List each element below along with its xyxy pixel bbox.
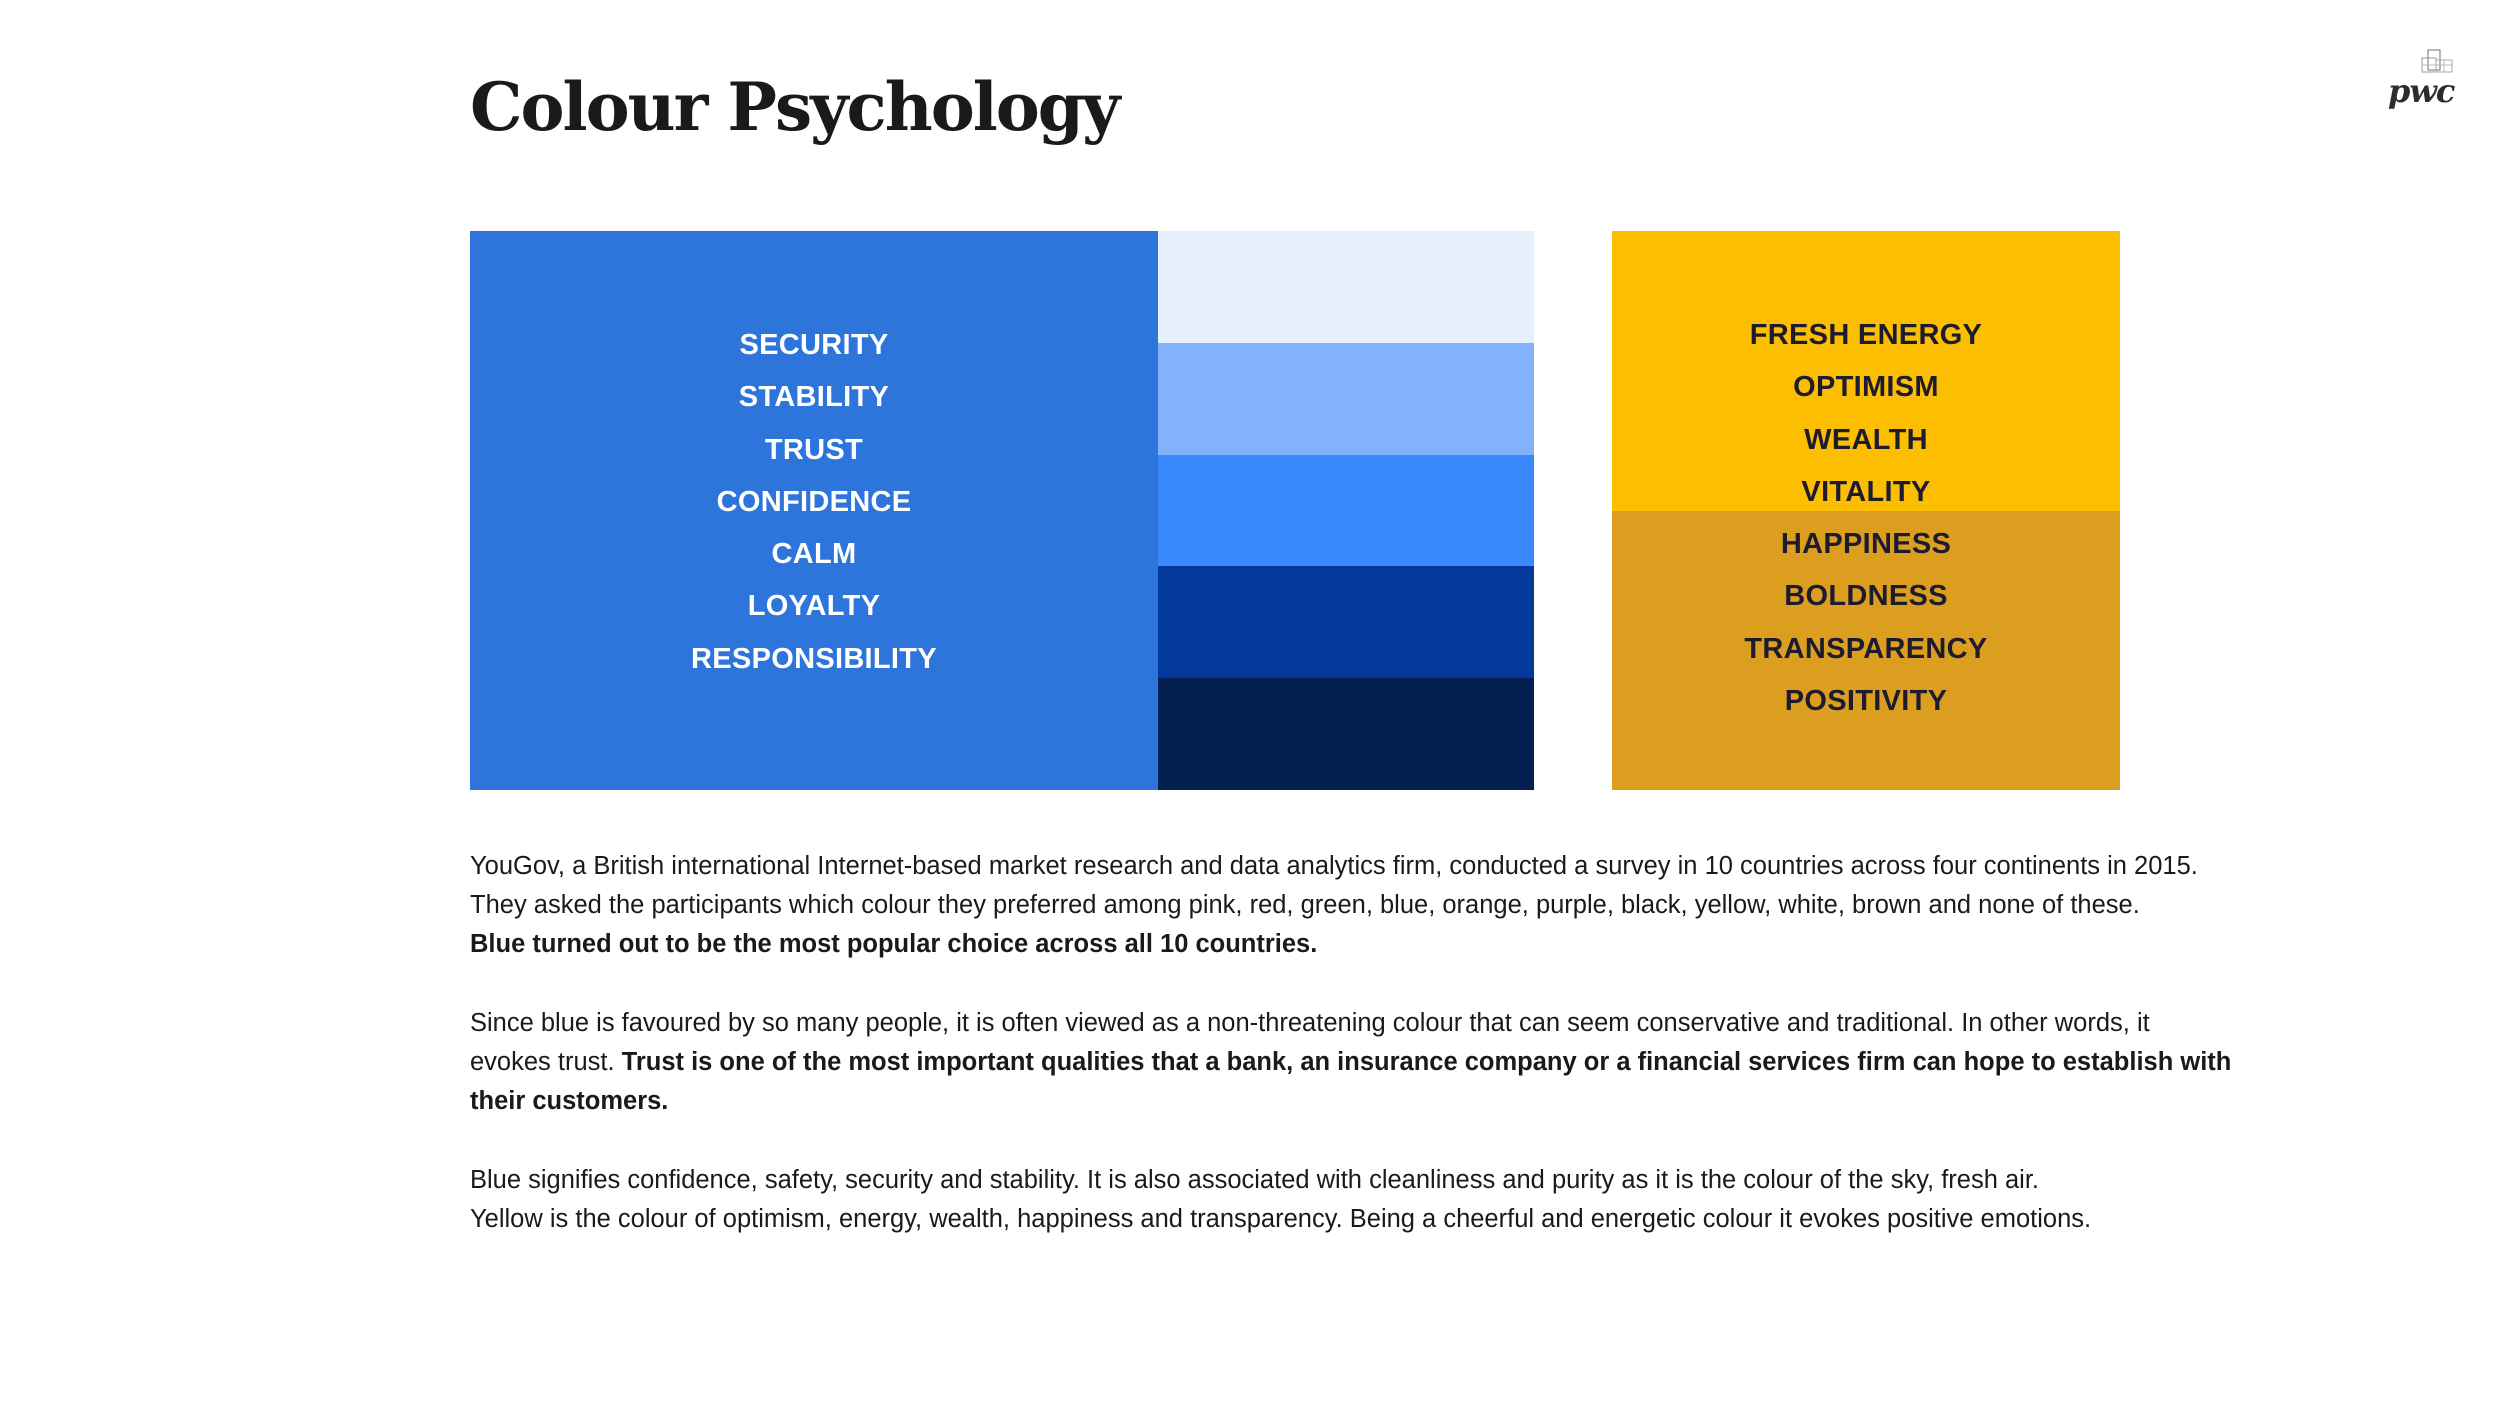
blue-word: SECURITY [739, 329, 889, 361]
yellow-word: TRANSPARENCY [1744, 632, 1988, 665]
yellow-word: OPTIMISM [1793, 371, 1939, 404]
paragraph-survey [470, 847, 2250, 965]
yellow-word: POSITIVITY [1784, 685, 1948, 718]
paragraph-line: YouGov, a British international Internet-based market research and data analytics firm, conducted a survey in 10 countries across four continents in 2015. [470, 852, 2198, 880]
blue-word: TRUST [764, 433, 864, 466]
paragraph-line-mixed [470, 1043, 2250, 1082]
paragraph-line-bold: Blue turned out to be the most popular choice across all 10 countries. [470, 930, 1318, 959]
blue-panel [470, 231, 1158, 790]
blue-word: CONFIDENCE [716, 485, 912, 518]
paragraph-text: evokes trust. [470, 1048, 622, 1076]
yellow-word-list [1612, 309, 2120, 727]
blue-swatch-dark [1158, 566, 1534, 678]
yellow-panel [1612, 231, 2120, 790]
body-text [470, 847, 2250, 1278]
paragraph-line: Since blue is favoured by so many people, it is often viewed as a non-threatening colour that can seem conservative and traditional. In other words, it [470, 1008, 2150, 1037]
blue-swatch-column [1158, 231, 1534, 790]
paragraph-line: Blue signifies confidence, safety, security and stability. It is also associated with cleanliness and purity as it is the colour of the sky, fresh air. [470, 1165, 2040, 1194]
blue-swatch-lightest [1158, 231, 1534, 343]
blue-word: CALM [771, 538, 857, 571]
yellow-word: BOLDNESS [1784, 580, 1948, 613]
pwc-logo-text: pwc [2388, 72, 2455, 110]
yellow-word: FRESH ENERGY [1749, 319, 1983, 351]
blue-word: STABILITY [738, 381, 890, 414]
pwc-logo [2382, 48, 2462, 108]
blue-word: LOYALTY [747, 590, 881, 623]
yellow-word: WEALTH [1804, 423, 1928, 456]
paragraph-trust [470, 1004, 2250, 1122]
blue-swatch-light [1158, 343, 1534, 455]
blue-swatch-darkest [1158, 678, 1534, 790]
paragraph-line-bold: their customers. [470, 1087, 669, 1116]
blue-word: RESPONSIBILITY [691, 642, 937, 675]
paragraph-line: Yellow is the colour of optimism, energy, wealth, happiness and transparency. Being a cheerful and energetic colour it evokes positive emotions. [470, 1204, 2092, 1233]
paragraph-colours [470, 1161, 2250, 1239]
yellow-word: HAPPINESS [1780, 528, 1952, 561]
blue-swatch-medium [1158, 455, 1534, 567]
paragraph-line: They asked the participants which colour they preferred among pink, red, green, blue, orange, purple, black, yellow, white, brown and none of these. [470, 891, 2140, 920]
paragraph-text-bold: Trust is one of the most important qualities that a bank, an insurance company or a financial services firm can hope to establish with [621, 1048, 2232, 1076]
yellow-word: VITALITY [1801, 475, 1931, 508]
page-title: Colour Psychology [470, 68, 1119, 146]
pwc-logo-icon [2418, 48, 2458, 74]
